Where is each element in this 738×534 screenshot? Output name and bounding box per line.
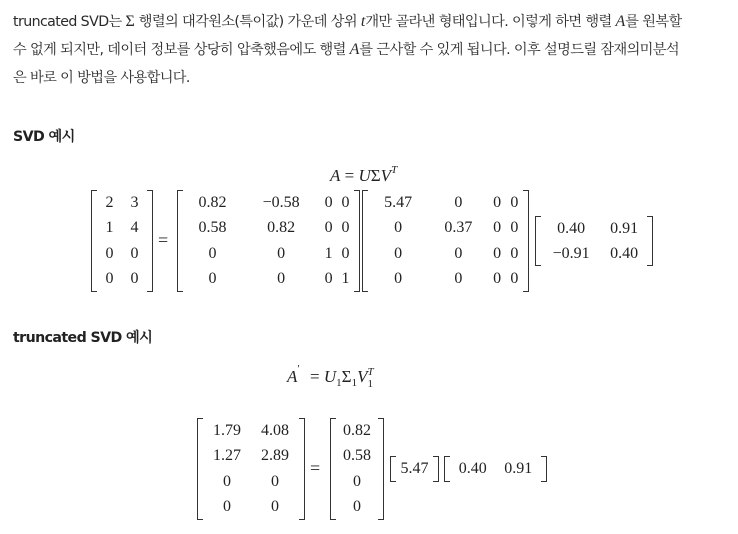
a-symbol: A (349, 41, 360, 58)
matrix-row (541, 241, 647, 266)
intro-line1-b: 행렬의 대각원소(특이값) 가운데 상위 (138, 14, 357, 30)
matrix-cell: 0 (394, 219, 403, 237)
matrix-row (183, 190, 354, 216)
matrix-row (203, 418, 299, 444)
matrix-row (97, 267, 147, 293)
matrix-cell: 0 (493, 193, 502, 211)
matrix-cell: 0.58 (343, 447, 371, 465)
matrix-cell: 0 (341, 244, 350, 262)
matrix-cell: 2.89 (261, 447, 289, 465)
matrix-row (368, 216, 523, 242)
matrix-cell: 0 (353, 472, 361, 490)
matrix-cell: 4 (130, 219, 139, 237)
matrix-row (203, 495, 299, 521)
matrix-cell: 2 (105, 193, 114, 211)
eq-v1: V (357, 367, 368, 386)
matrix-cell: 0 (130, 270, 139, 288)
matrix-cell: 0 (454, 270, 463, 288)
eq-sign: = (310, 367, 320, 386)
matrix-u1 (330, 418, 384, 520)
svd-heading: SVD 예시 (13, 129, 75, 145)
matrix-row (97, 190, 147, 216)
eq-prime: ′ (297, 363, 300, 375)
intro-line3: 은 바로 이 방법을 사용합니다. (13, 70, 190, 86)
eq-sigma1: Σ (341, 367, 352, 386)
matrix-cell: 0 (271, 498, 279, 516)
eq-v: V (380, 166, 392, 185)
eq-sign: = (344, 166, 355, 185)
matrix-v1t (444, 456, 547, 482)
matrix-cell: 0 (130, 244, 139, 262)
matrix-cell: 0 (493, 219, 502, 237)
matrix-cell: 0 (105, 244, 114, 262)
matrix-cell: 0 (223, 472, 231, 490)
matrix-cell: 1 (324, 244, 333, 262)
matrix-cell: 0 (208, 270, 217, 288)
eq-a: A (330, 166, 341, 185)
matrix-cell: 0 (223, 498, 231, 516)
matrix-row (336, 444, 378, 470)
matrix-cell: 5.47 (400, 460, 429, 477)
matrix-cell: 0 (324, 219, 333, 237)
matrix-cell: 0.40 (610, 244, 639, 262)
matrix-cell: 0 (493, 270, 502, 288)
matrix-cell: 0 (341, 193, 350, 211)
matrix-vt (535, 216, 653, 266)
matrix-cell: 5.47 (384, 193, 413, 211)
intro-line2-b: 를 근사할 수 있게 됩니다. 이후 설명드릴 잠재의미분석 (359, 42, 679, 58)
matrix-cell: 0.37 (444, 219, 473, 237)
matrix-cell: 0 (510, 270, 519, 288)
matrix-a-prime (197, 418, 305, 520)
sigma-symbol: Σ (125, 13, 135, 30)
matrix-row (183, 241, 354, 267)
a-symbol: A (615, 13, 626, 30)
eq-v1-sup: T (367, 366, 374, 378)
matrix-cell: 0 (341, 219, 350, 237)
matrix-cell: 0.58 (198, 219, 227, 237)
eq-u1: U (323, 367, 337, 386)
matrix-cell: 0.91 (610, 219, 639, 237)
eq-sigma: Σ (370, 166, 381, 185)
matrix-cell: 0 (394, 270, 403, 288)
intro-line1-a: truncated SVD는 (13, 14, 122, 30)
matrix-cell: 1 (341, 270, 350, 288)
matrix-cell: 0 (510, 219, 519, 237)
t-symbol: t (360, 13, 366, 30)
matrix-cell: −0.58 (262, 193, 300, 211)
matrix-row (97, 216, 147, 242)
matrix-cell: 0 (324, 193, 333, 211)
matrix-cell: 0.82 (198, 193, 227, 211)
matrix-cell: 0 (324, 270, 333, 288)
matrix-cell: 0.82 (267, 219, 296, 237)
eq-sigma1-sub: 1 (351, 377, 358, 389)
matrix-cell: 4.08 (261, 421, 289, 439)
intro-line1-d: 를 원복할 (625, 14, 682, 30)
eq-v1-sub: 1 (367, 378, 373, 390)
matrix-sigma1 (390, 456, 439, 482)
matrix-row (203, 444, 299, 470)
eq-u1-sub: 1 (336, 377, 342, 389)
intro-line2-a: 수 없게 되지만, 데이터 정보를 상당히 압축했음에도 행렬 (13, 42, 346, 58)
matrix-row (97, 241, 147, 267)
matrix-cell: 0 (510, 244, 519, 262)
matrix-cell: 0 (277, 270, 286, 288)
matrix-cell: 0.91 (504, 460, 533, 477)
matrix-cell: 0 (454, 193, 463, 211)
matrix-cell: 0 (493, 244, 502, 262)
matrix-cell: 3 (130, 193, 139, 211)
matrix-cell: 0 (394, 244, 403, 262)
matrix-row (450, 456, 541, 482)
matrix-a (91, 190, 153, 292)
matrix-row (336, 495, 378, 521)
matrix-row (368, 267, 523, 293)
matrix-row (336, 418, 378, 444)
matrix-row (394, 456, 435, 482)
matrix-cell: 1.27 (213, 447, 241, 465)
eq-a-prime: A (287, 367, 298, 386)
matrix-cell: 0 (271, 472, 279, 490)
matrix-cell: 0 (454, 244, 463, 262)
truncated-heading: truncated SVD 예시 (13, 330, 153, 346)
matrix-cell: 0.82 (343, 421, 371, 439)
matrix-cell: 0 (277, 244, 286, 262)
matrix-row (368, 241, 523, 267)
matrix-cell: 1 (105, 219, 114, 237)
matrix-row (368, 190, 523, 216)
matrix-cell: 0.40 (557, 219, 586, 237)
intro-paragraph (13, 8, 733, 92)
matrix-row (203, 469, 299, 495)
matrix-u (177, 190, 360, 292)
matrix-cell: 0 (510, 193, 519, 211)
truncated-equation (287, 363, 375, 390)
matrix-sigma (362, 190, 529, 292)
svd-equation (330, 166, 397, 186)
matrix-cell: 0 (208, 244, 217, 262)
intro-line1-c: 개만 골라낸 형태입니다. 이렇게 하면 행렬 (365, 14, 612, 30)
matrix-cell: 0 (105, 270, 114, 288)
matrix-cell: 0 (353, 498, 361, 516)
eq-u: U (358, 166, 371, 185)
truncated-eq-sign: = (310, 458, 321, 478)
matrix-cell: 1.79 (213, 421, 241, 439)
matrix-cell: 0.40 (458, 460, 487, 477)
matrix-row (183, 216, 354, 242)
eq-t: T (391, 164, 398, 176)
matrix-row (336, 469, 378, 495)
matrix-cell: −0.91 (552, 244, 590, 262)
matrix-row (541, 216, 647, 241)
matrix-row (183, 267, 354, 293)
svd-eq-sign: = (158, 230, 169, 250)
